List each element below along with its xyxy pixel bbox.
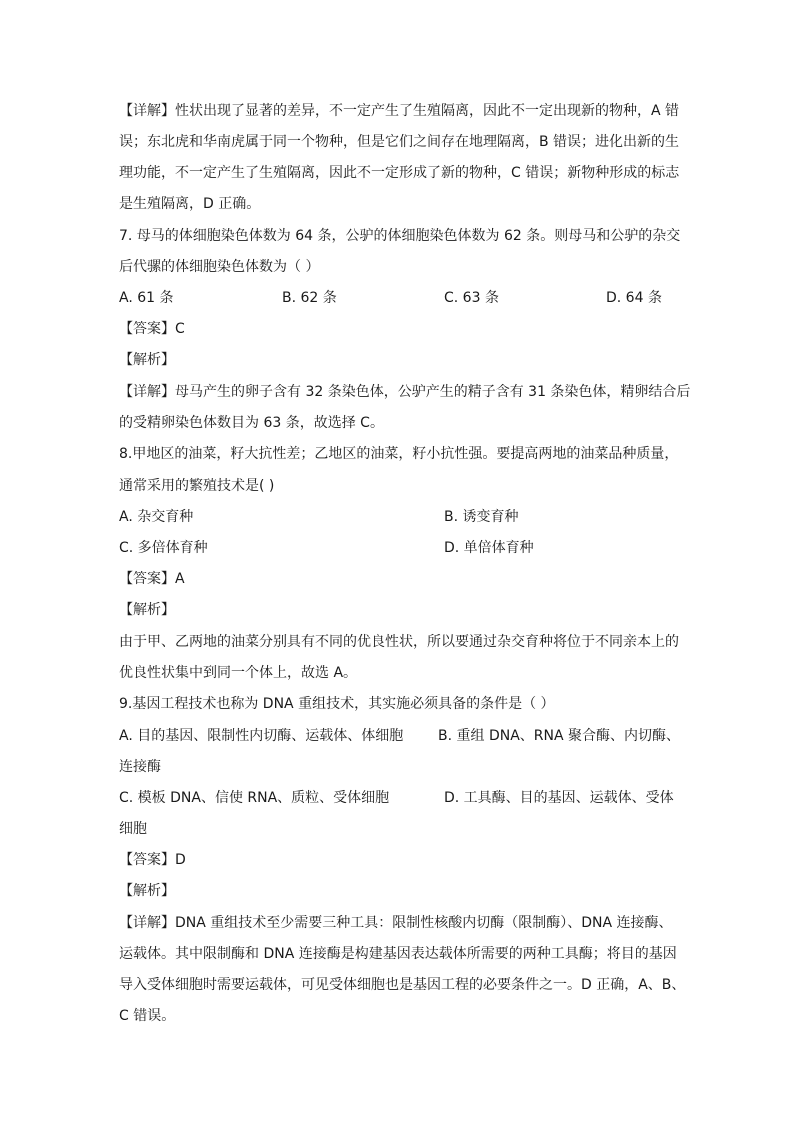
q9-option-b-line-1: B. 重组 DNA、RNA 聚合酶、内切酶、 — [438, 728, 681, 744]
q7-stem-line-2: 后代骡的体细胞染色体数为（ ） — [119, 259, 320, 275]
q9-option-a: A. 目的基因、限制性内切酶、运载体、体细胞 — [119, 728, 404, 744]
q9-detail-line-4: C 错误。 — [119, 1008, 176, 1024]
q8-detail-line-1: 由于甲、乙两地的油菜分别具有不同的优良性状，所以要通过杂交育种将位于不同亲本上的 — [119, 634, 679, 650]
q6-detail-line-3: 理功能，不一定产生了生殖隔离，因此不一定形成了新的物种，C 错误；新物种形成的标志 — [119, 165, 680, 181]
q9-detail-line-2: 运载体。其中限制酶和 DNA 连接酶是构建基因表达载体所需要的两种工具酶；将目的基因 — [119, 946, 677, 962]
q6-detail-line-1: 【详解】性状出现了显著的差异，不一定产生了生殖隔离，因此不一定出现新的物种，A 错 — [119, 103, 680, 119]
q9-option-d-line-1: D. 工具酶、目的基因、运载体、受体 — [444, 790, 674, 806]
q9-detail-line-1: 【详解】DNA 重组技术至少需要三种工具：限制性核酸内切酶（限制酶）、DNA 连接酶、 — [119, 915, 673, 931]
q7-option-b: B. 62 条 — [282, 290, 337, 306]
q8-stem-line-1: 8.甲地区的油菜，籽大抗性差；乙地区的油菜，籽小抗性强。要提高两地的油菜品种质量， — [119, 446, 679, 462]
q8-detail-line-2: 优良性状集中到同一个体上，故选 A。 — [119, 665, 358, 681]
q8-option-b: B. 诱变育种 — [444, 509, 519, 525]
q7-stem-line-1: 7. 母马的体细胞染色体数为 64 条，公驴的体细胞染色体数为 62 条。则母马和公驴的杂交 — [119, 228, 681, 244]
q9-answer: 【答案】D — [119, 852, 186, 868]
q7-option-d: D. 64 条 — [606, 290, 662, 306]
q6-detail-line-2: 误；东北虎和华南虎属于同一个物种，但是它们之间存在地理隔离，B 错误；进化出新的生 — [119, 134, 680, 150]
q6-detail-line-4: 是生殖隔离，D 正确。 — [119, 196, 261, 212]
q8-answer: 【答案】A — [119, 571, 185, 587]
q9-analysis-label: 【解析】 — [119, 883, 175, 899]
q8-option-a: A. 杂交育种 — [119, 509, 194, 525]
q8-option-c: C. 多倍体育种 — [119, 540, 208, 556]
q9-option-b-line-2: 连接酶 — [119, 759, 161, 775]
q8-analysis-label: 【解析】 — [119, 602, 175, 618]
q9-option-d-line-2: 细胞 — [119, 821, 147, 837]
q9-stem: 9.基因工程技术也称为 DNA 重组技术，其实施必须具备的条件是（ ） — [119, 696, 555, 712]
q7-option-c: C. 63 条 — [444, 290, 499, 306]
q9-option-c: C. 模板 DNA、信使 RNA、质粒、受体细胞 — [119, 790, 390, 806]
q8-stem-line-2: 通常采用的繁殖技术是( ) — [119, 478, 275, 494]
q7-answer: 【答案】C — [119, 321, 185, 337]
q7-detail-line-2: 的受精卵染色体数目为 63 条，故选择 C。 — [119, 415, 384, 431]
q8-option-d: D. 单倍体育种 — [444, 540, 534, 556]
q9-detail-line-3: 导入受体细胞时需要运载体，可见受体细胞也是基因工程的必要条件之一。D 正确，A、B、 — [119, 977, 686, 993]
q7-detail-line-1: 【详解】母马产生的卵子含有 32 条染色体，公驴产生的精子含有 31 条染色体，精卵结合后 — [119, 384, 691, 400]
q7-analysis-label: 【解析】 — [119, 352, 175, 368]
q7-option-a: A. 61 条 — [119, 290, 174, 306]
